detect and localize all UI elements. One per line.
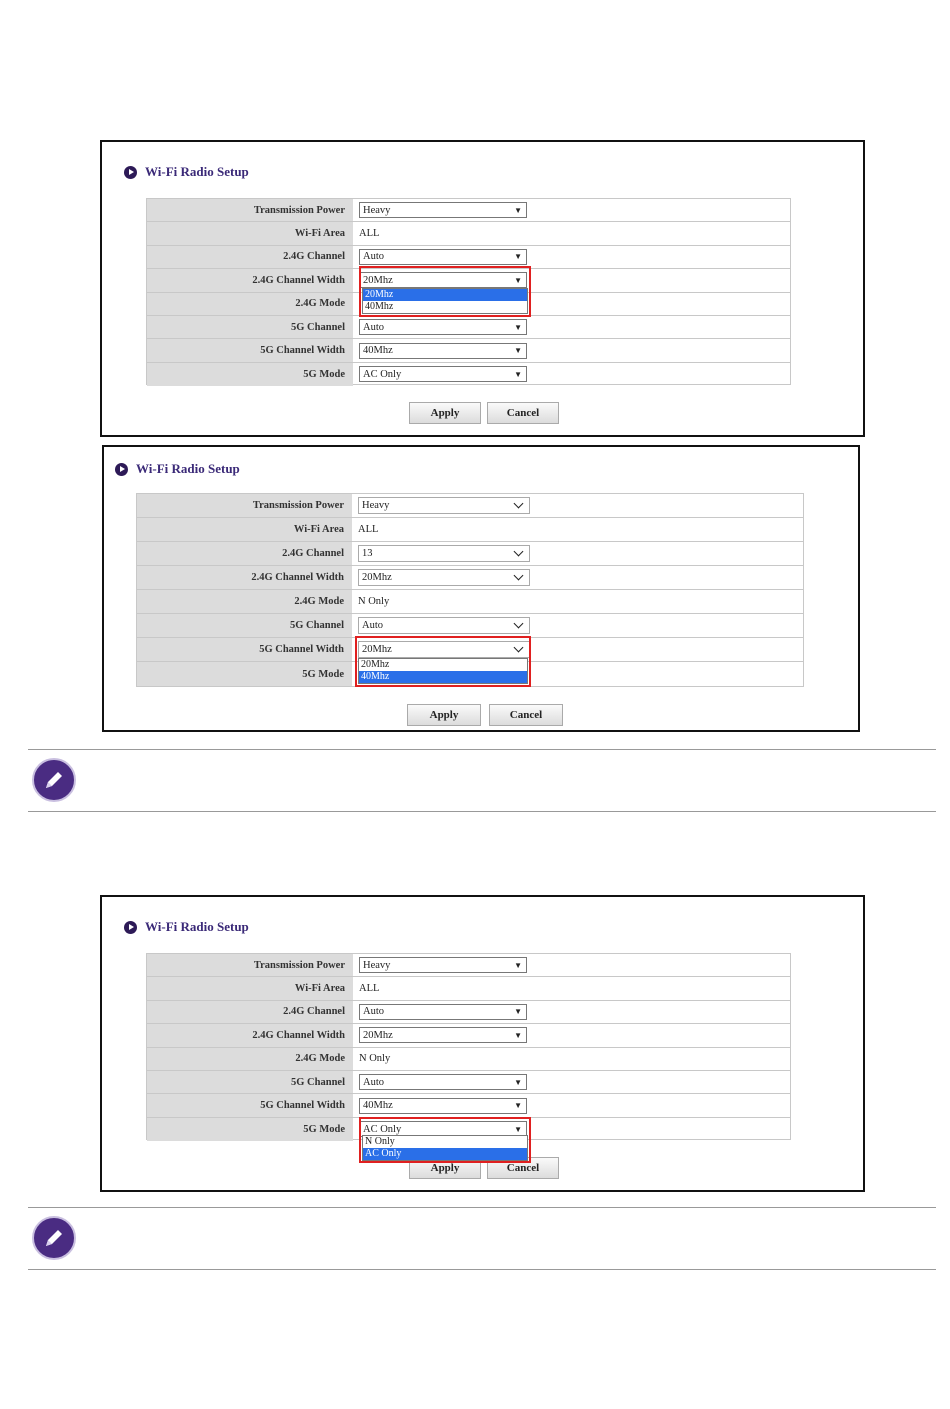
2g-channel-select[interactable]: 13 xyxy=(358,545,530,562)
row-2g-mode xyxy=(137,590,803,614)
row-2g-channel xyxy=(147,1001,790,1024)
row-label: 2.4G Mode xyxy=(147,293,353,315)
highlight-box xyxy=(355,636,531,687)
5g-channel-select[interactable]: Auto ▼ xyxy=(359,319,527,335)
row-2g-channel-width xyxy=(147,1024,790,1047)
wifi-radio-setup-panel-2 xyxy=(102,445,860,732)
apply-button[interactable]: Apply xyxy=(407,704,481,726)
row-label: 2.4G Channel xyxy=(147,246,353,268)
cancel-button[interactable]: Cancel xyxy=(489,704,563,726)
play-circle-icon xyxy=(124,166,137,179)
row-wifi-area xyxy=(137,518,803,542)
settings-table xyxy=(146,953,791,1140)
apply-button[interactable]: Apply xyxy=(409,402,481,424)
5g-channel-select[interactable]: Auto ▼ xyxy=(359,1074,527,1090)
row-label: 2.4G Channel Width xyxy=(147,269,353,291)
dropdown-option[interactable]: 40Mhz xyxy=(365,301,394,312)
dropdown-option[interactable]: 40Mhz xyxy=(359,671,527,683)
row-label: Wi-Fi Area xyxy=(147,222,353,244)
row-label: Wi-Fi Area xyxy=(137,518,352,541)
chevron-down-icon xyxy=(514,499,524,509)
wifi-area-value: ALL xyxy=(359,228,380,240)
2g-channel-width-select[interactable]: 20Mhz ▼ xyxy=(359,1027,527,1043)
row-label: Transmission Power xyxy=(137,494,352,517)
row-label: 5G Mode xyxy=(147,363,353,386)
row-label: Transmission Power xyxy=(147,954,353,976)
cancel-button[interactable]: Cancel xyxy=(487,402,559,424)
row-label: 2.4G Mode xyxy=(147,1048,353,1070)
row-label: 5G Channel Width xyxy=(137,638,352,661)
wifi-area-value: ALL xyxy=(359,983,380,995)
apply-button[interactable]: Apply xyxy=(409,1157,481,1179)
highlight-box xyxy=(359,266,531,317)
panel-title: Wi-Fi Radio Setup xyxy=(115,461,240,477)
panel-title: Wi-Fi Radio Setup xyxy=(124,919,249,935)
transmission-power-select[interactable]: Heavy ▼ xyxy=(359,957,527,973)
transmission-power-select[interactable]: Heavy xyxy=(358,497,530,514)
dropdown-arrow-icon: ▼ xyxy=(514,322,522,332)
dropdown-arrow-icon: ▼ xyxy=(514,252,522,262)
wifi-area-value: ALL xyxy=(358,524,379,535)
5g-mode-select[interactable]: AC Only ▼ xyxy=(359,1121,527,1137)
row-label: 5G Channel xyxy=(147,1071,353,1093)
row-transmission-power xyxy=(147,954,790,977)
row-5g-mode xyxy=(147,363,790,386)
pencil-note-icon xyxy=(32,758,76,802)
dropdown-arrow-icon: ▼ xyxy=(514,1077,522,1087)
dropdown-arrow-icon: ▼ xyxy=(514,369,522,379)
2g-mode-value: N Only xyxy=(358,596,390,607)
row-label: Transmission Power xyxy=(147,199,353,221)
row-5g-channel xyxy=(137,614,803,638)
chevron-down-icon xyxy=(514,619,524,629)
5g-channel-width-select[interactable]: 40Mhz ▼ xyxy=(359,343,527,359)
row-label: 5G Mode xyxy=(147,1118,353,1141)
2g-mode-value: N Only xyxy=(359,1053,391,1065)
dropdown-arrow-icon: ▼ xyxy=(514,275,522,285)
play-circle-icon xyxy=(124,921,137,934)
dropdown-arrow-icon: ▼ xyxy=(514,1007,522,1017)
row-2g-channel-width xyxy=(137,566,803,590)
row-label: 5G Channel Width xyxy=(147,339,353,361)
5g-channel-select[interactable]: Auto xyxy=(358,617,530,634)
5g-channel-width-select[interactable]: 40Mhz ▼ xyxy=(359,1098,527,1114)
row-label: 5G Channel Width xyxy=(147,1094,353,1116)
row-label: 2.4G Channel xyxy=(137,542,352,565)
row-5g-channel-width xyxy=(147,339,790,362)
row-wifi-area xyxy=(147,977,790,1000)
2g-channel-select[interactable]: Auto ▼ xyxy=(359,1004,527,1020)
row-label: Wi-Fi Area xyxy=(147,977,353,999)
dropdown-option[interactable]: 20Mhz xyxy=(363,289,527,301)
dropdown-option[interactable]: 20Mhz xyxy=(361,659,390,670)
dropdown-arrow-icon: ▼ xyxy=(514,346,522,356)
note-box xyxy=(28,1207,936,1270)
row-label: 2.4G Mode xyxy=(137,590,352,613)
wifi-radio-setup-panel-3 xyxy=(100,895,865,1192)
row-5g-channel-width xyxy=(147,1094,790,1117)
row-transmission-power xyxy=(137,494,803,518)
play-circle-icon xyxy=(115,463,128,476)
row-5g-channel xyxy=(147,1071,790,1094)
wifi-radio-setup-panel-1 xyxy=(100,140,865,437)
row-label: 5G Channel xyxy=(147,316,353,338)
dropdown-arrow-icon: ▼ xyxy=(514,205,522,215)
row-label: 5G Channel xyxy=(137,614,352,637)
dropdown-arrow-icon: ▼ xyxy=(514,1101,522,1111)
dropdown-option[interactable]: N Only xyxy=(365,1136,395,1147)
dropdown-arrow-icon: ▼ xyxy=(514,1030,522,1040)
chevron-down-icon xyxy=(514,571,524,581)
row-label: 5G Mode xyxy=(137,662,352,686)
highlight-box xyxy=(359,1117,531,1163)
row-2g-mode xyxy=(147,1048,790,1071)
panel-title: Wi-Fi Radio Setup xyxy=(124,164,249,180)
2g-channel-width-select[interactable]: 20Mhz ▼ xyxy=(359,272,527,288)
cancel-button[interactable]: Cancel xyxy=(487,1157,559,1179)
row-5g-channel xyxy=(147,316,790,339)
row-label: 2.4G Channel Width xyxy=(137,566,352,589)
5g-channel-width-select[interactable]: 20Mhz xyxy=(358,641,530,658)
row-2g-channel xyxy=(137,542,803,566)
row-label: 2.4G Channel xyxy=(147,1001,353,1023)
row-wifi-area xyxy=(147,222,790,245)
dropdown-option[interactable]: AC Only xyxy=(363,1148,527,1160)
pencil-note-icon xyxy=(32,1216,76,1260)
transmission-power-select[interactable]: Heavy ▼ xyxy=(359,202,527,218)
chevron-down-icon xyxy=(514,547,524,557)
5g-mode-select[interactable]: AC Only ▼ xyxy=(359,366,527,382)
2g-channel-select[interactable]: Auto ▼ xyxy=(359,249,527,265)
2g-channel-width-select[interactable]: 20Mhz xyxy=(358,569,530,586)
dropdown-arrow-icon: ▼ xyxy=(514,1124,522,1134)
note-box xyxy=(28,749,936,812)
dropdown-arrow-icon: ▼ xyxy=(514,960,522,970)
row-label: 2.4G Channel Width xyxy=(147,1024,353,1046)
row-transmission-power xyxy=(147,199,790,222)
